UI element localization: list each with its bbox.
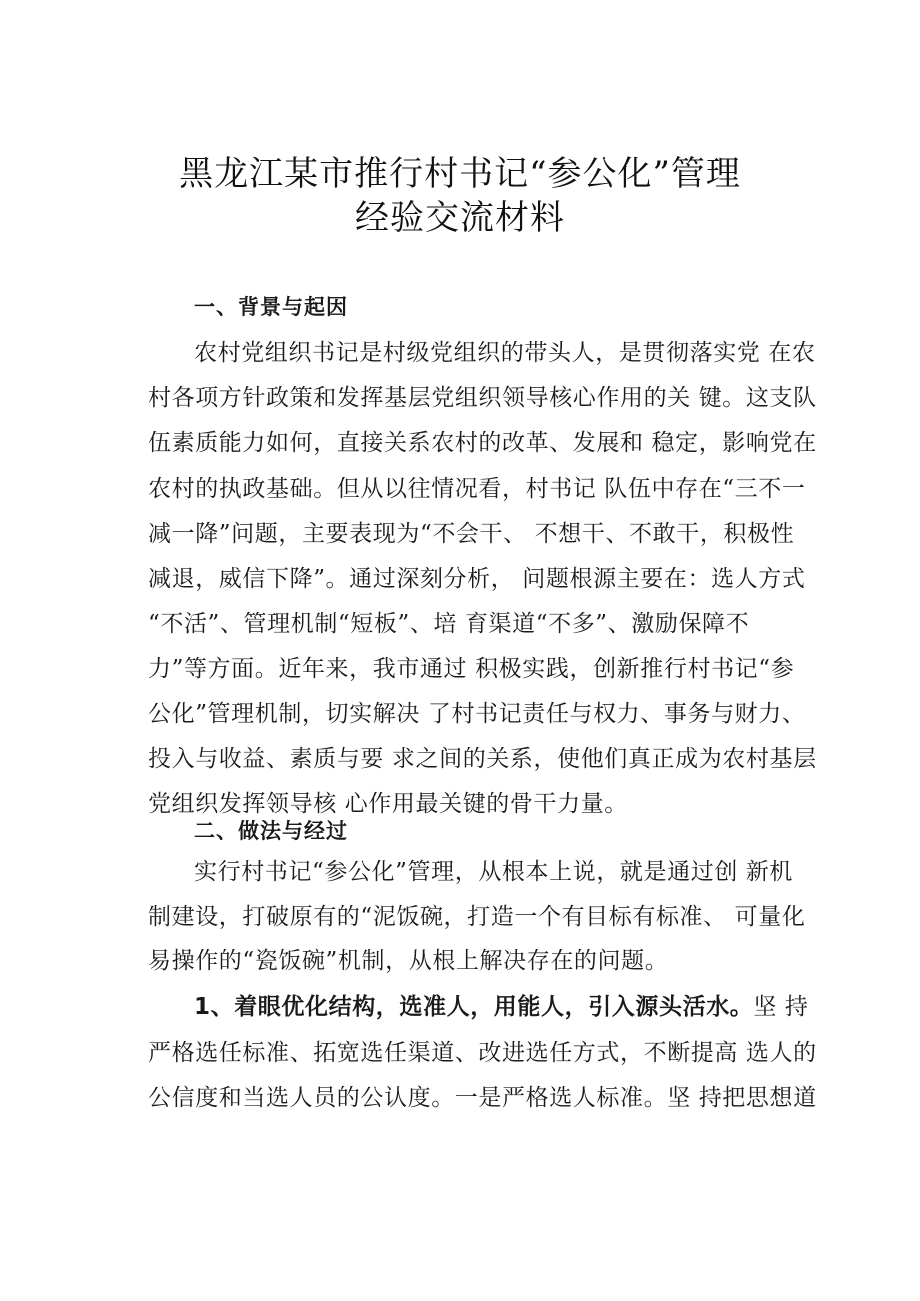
paragraph-line: 党组织发挥领导核 心作用最关键的骨干力量。 bbox=[148, 791, 628, 817]
subsection-lead-rest: 坚 持 bbox=[753, 994, 809, 1020]
document-title-line-1: 黑龙江某市推行村书记“参公化”管理 bbox=[179, 154, 741, 194]
paragraph-line: 伍素质能力如何，直接关系农村的改革、发展和 稳定，影响党在 bbox=[148, 430, 817, 456]
paragraph-line: 力”等方面。近年来，我市通过 积极实践，创新推行村书记“参 bbox=[148, 656, 795, 682]
paragraph-line: 村各项方针政策和发挥基层党组织领导核心作用的关 键。这支队 bbox=[148, 385, 817, 411]
paragraph-line: 公化”管理机制，切实解决 了村书记责任与权力、事务与财力、 bbox=[148, 701, 806, 727]
paragraph-line: 公信度和当选人员的公认度。一是严格选人标准。坚 持把思想道 bbox=[148, 1085, 817, 1111]
paragraph-line: 制建设，打破原有的“泥饭碗，打造一个有目标有标准、 可量化 bbox=[148, 904, 806, 930]
subsection-lead-line bbox=[194, 992, 809, 1022]
subsection-lead-bold: 1、着眼优化结构，选准人，用能人，引入源头活水。 bbox=[194, 994, 754, 1020]
paragraph-line: 农村党组织书记是村级党组织的带头人，是贯彻落实党 在农 bbox=[194, 340, 816, 366]
paragraph-line: 农村的执政基础。但从以往情况看，村书记 队伍中存在“三不一 bbox=[148, 476, 806, 502]
paragraph-line: 实行村书记“参公化”管理，从根本上说，就是通过创 新机 bbox=[194, 859, 794, 885]
paragraph-line: 减退，威信下降”。通过深刻分析， 问题根源主要在：选人方式 bbox=[148, 566, 806, 592]
section-heading-background: 一、背景与起因 bbox=[194, 295, 348, 319]
paragraph-line: “不活”、管理机制“短板”、培 育渠道“不多”、激励保障不 bbox=[148, 611, 750, 637]
paragraph-line: 投入与收益、素质与要 求之间的关系，使他们真正成为农村基层 bbox=[148, 746, 817, 772]
section-heading-methods: 二、做法与经过 bbox=[194, 819, 348, 843]
paragraph-line: 减一降”问题，主要表现为“不会干、 不想干、不敢干，积极性 bbox=[148, 521, 795, 547]
paragraph-line: 易操作的“瓷饭碗”机制，从根上解决存在的问题。 bbox=[148, 948, 669, 974]
paragraph-line: 严格选任标准、拓宽选任渠道、改进选任方式，不断提高 选人的 bbox=[148, 1040, 817, 1066]
document-title-line-2: 经验交流材料 bbox=[355, 198, 565, 238]
